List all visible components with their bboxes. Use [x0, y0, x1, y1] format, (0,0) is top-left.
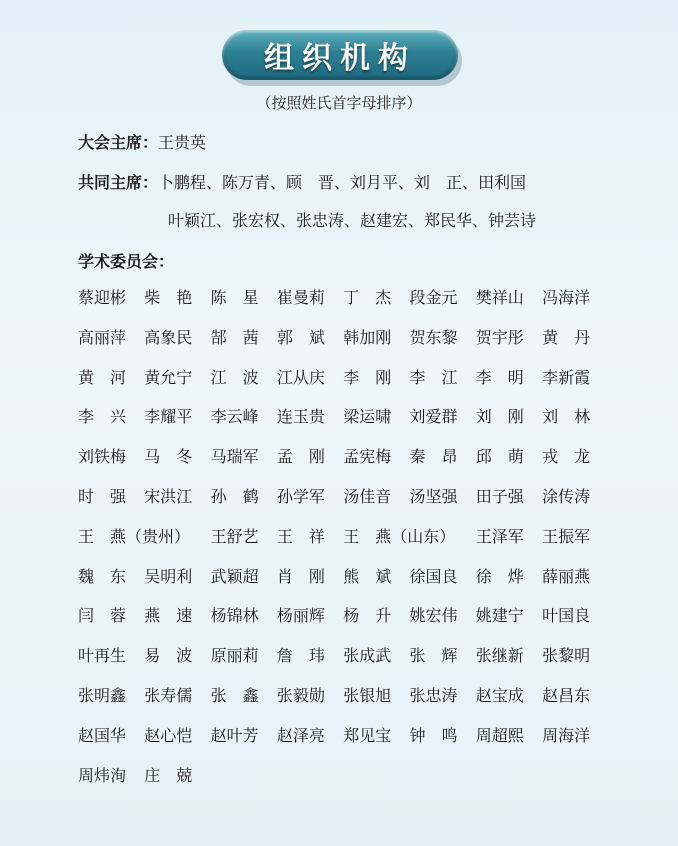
- committee-label: 学术委员会：: [78, 252, 175, 271]
- committee-member: 燕 速: [144, 606, 193, 626]
- committee-member: 叶再生: [78, 646, 127, 666]
- committee-member: 魏 东: [78, 566, 127, 586]
- committee-member: 赵宝成: [475, 686, 524, 705]
- committee-member: 赵国华: [78, 725, 127, 745]
- committee-member: 高象民: [144, 327, 193, 347]
- committee-member: 刘 刚: [475, 407, 524, 427]
- committee-member: 连玉贵: [276, 407, 325, 427]
- committee-member: 詹 玮: [276, 646, 325, 666]
- committee-member: 柴 艳: [144, 288, 193, 307]
- committee-member: 张继新: [475, 646, 524, 666]
- committee-member: 王 祥: [276, 526, 325, 546]
- committee-member: 杨丽辉: [276, 606, 325, 626]
- chair-line: [78, 130, 206, 153]
- sort-note: （按照姓氏首字母排序）: [256, 94, 422, 112]
- chair-value: 王贵英: [158, 133, 207, 152]
- committee-member: 张忠涛: [409, 686, 458, 705]
- committee-member: 张成武: [343, 646, 392, 666]
- committee-member: 庄 兢: [144, 765, 193, 785]
- committee-member: 孙学军: [276, 487, 325, 506]
- committee-member: 郭 斌: [276, 327, 325, 347]
- committee-member: 周超熙: [475, 725, 524, 745]
- committee-member: 戎 龙: [542, 447, 591, 467]
- committee-member: 王 燕（贵州）: [78, 526, 191, 546]
- committee-member: 丁 杰: [343, 288, 392, 307]
- committee-member: 薛丽燕: [542, 566, 591, 586]
- committee-member: 马瑞军: [210, 447, 259, 467]
- committee-member: 陈 星: [210, 288, 259, 307]
- committee-member: 李 刚: [343, 367, 392, 387]
- committee-member: 刘铁梅: [78, 447, 127, 467]
- committee-member: 赵叶芳: [210, 725, 259, 745]
- committee-member: 刘爱群: [409, 407, 458, 427]
- committee-member: 孟宪梅: [343, 447, 392, 467]
- committee-member: 赵心恺: [144, 725, 193, 745]
- committee-member: 肖 刚: [276, 566, 325, 586]
- committee-member: 冯海洋: [542, 288, 591, 307]
- committee-member: 杨 升: [343, 606, 392, 626]
- cochairs-names-2: 叶颖江、张宏权、张忠涛、赵建宏、郑民华、钟芸诗: [168, 211, 537, 230]
- committee-member: 张 鑫: [210, 686, 259, 705]
- committee-member: 张明鑫: [78, 686, 127, 705]
- committee-member: 高丽萍: [78, 327, 127, 347]
- cochairs-line-1: [78, 170, 526, 193]
- committee-member: 江 波: [210, 367, 259, 387]
- committee-member: 邱 萌: [475, 447, 524, 467]
- committee-member: 黄 丹: [542, 327, 591, 347]
- title-banner: [222, 30, 458, 80]
- committee-member: 王舒艺: [210, 526, 259, 546]
- committee-member: 张银旭: [343, 686, 392, 705]
- committee-member: 贺东黎: [409, 327, 458, 347]
- cochairs-names-1: 卜鹏程、陈万青、顾 晋、刘月平、刘 正、田利国: [158, 173, 527, 192]
- committee-member: 张黎明: [542, 646, 591, 666]
- title-badge: [222, 30, 458, 80]
- committee-member: 原丽莉: [210, 646, 259, 666]
- committee-member: 徐 烨: [475, 566, 524, 586]
- committee-member: 周炜洵: [78, 765, 127, 785]
- committee-member: 蔡迎彬: [78, 288, 127, 307]
- committee-member: 郜 茜: [210, 327, 259, 347]
- committee-member: 汤佳音: [343, 487, 392, 506]
- committee-member: 赵昌东: [542, 686, 591, 705]
- committee-member: 李云峰: [210, 407, 259, 427]
- cochairs-label: 共同主席：: [78, 173, 159, 192]
- committee-member: 吴明利: [144, 566, 193, 586]
- committee-member: 姚建宁: [475, 606, 524, 626]
- committee-member: 李新霞: [542, 367, 591, 387]
- committee-member: 汤坚强: [409, 487, 458, 506]
- committee-member: 杨锦林: [210, 606, 259, 626]
- committee-member: 闫 蓉: [78, 606, 127, 626]
- committee-member: 姚宏伟: [409, 606, 458, 626]
- committee-member: 王泽军: [475, 526, 524, 546]
- committee-member: 王 燕（山东）: [343, 526, 456, 546]
- committee-member: 黄允宁: [144, 367, 193, 387]
- committee-member: 秦 昂: [409, 447, 458, 467]
- committee-member: 宋洪江: [144, 487, 193, 506]
- committee-member: 钟 鸣: [409, 725, 458, 745]
- committee-member: 张毅勋: [276, 686, 325, 705]
- committee-member: 张 辉: [409, 646, 458, 666]
- committee-member: 黄 河: [78, 367, 127, 387]
- committee-member: 田子强: [475, 487, 524, 506]
- committee-member: 易 波: [144, 646, 193, 666]
- committee-member: 梁运啸: [343, 407, 392, 427]
- committee-member: 王振军: [542, 526, 591, 546]
- committee-member: 段金元: [409, 288, 458, 307]
- committee-member: 孙 鹤: [210, 487, 259, 506]
- committee-member: 江从庆: [276, 367, 325, 387]
- committee-member: 李 兴: [78, 407, 127, 427]
- committee-member: 郑见宝: [343, 725, 392, 745]
- committee-member: 李 明: [475, 367, 524, 387]
- committee-member: 涂传涛: [542, 487, 591, 506]
- committee-member: 马 冬: [144, 447, 193, 467]
- committee-member: 崔曼莉: [276, 288, 325, 307]
- committee-member: 李 江: [409, 367, 458, 387]
- committee-member: 樊祥山: [475, 288, 524, 307]
- committee-member: 周海洋: [542, 725, 591, 745]
- committee-member: 叶国良: [542, 606, 591, 626]
- chair-label: 大会主席：: [78, 133, 159, 152]
- committee-member: 李耀平: [144, 407, 193, 427]
- committee-member: 张寿儒: [144, 686, 193, 705]
- committee-member: 赵泽亮: [276, 725, 325, 745]
- committee-member: 韩加刚: [343, 327, 392, 347]
- committee-member: 武颖超: [210, 566, 259, 586]
- page-title: 组织机构: [264, 41, 416, 76]
- committee-member: 时 强: [78, 487, 127, 506]
- committee-member: 熊 斌: [343, 566, 392, 586]
- committee-member: 贺宇彤: [475, 327, 524, 347]
- committee-member: 刘 林: [542, 407, 591, 427]
- committee-member: 孟 刚: [276, 447, 325, 467]
- committee-member: 徐国良: [409, 566, 458, 586]
